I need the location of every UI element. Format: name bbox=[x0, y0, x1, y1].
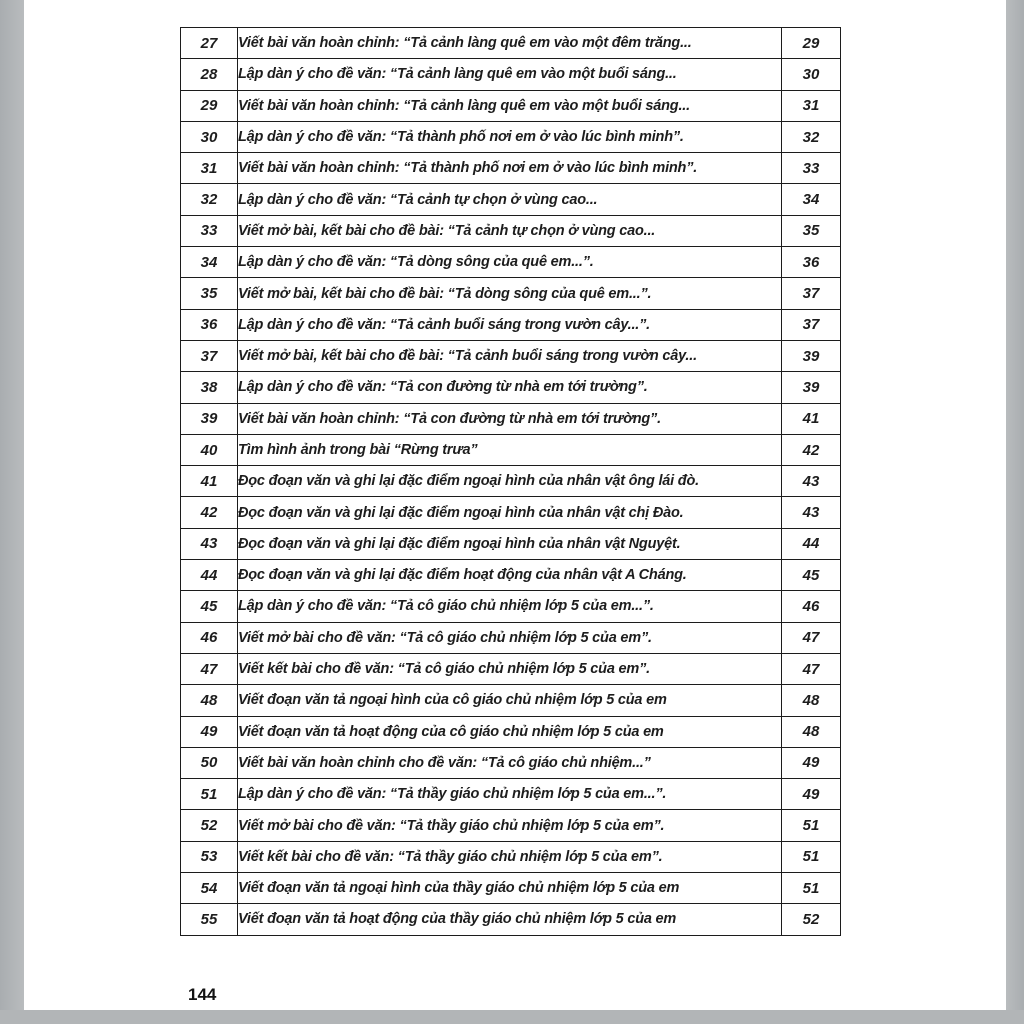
row-number-cell: 37 bbox=[181, 340, 238, 371]
table-row bbox=[181, 372, 841, 403]
row-title-cell: Đọc đoạn văn và ghi lại đặc điểm ngoại hình của nhân vật Nguyệt. bbox=[238, 528, 782, 559]
row-page-cell: 42 bbox=[782, 434, 841, 465]
row-page-cell: 35 bbox=[782, 215, 841, 246]
row-title-cell: Tìm hình ảnh trong bài “Rừng trưa” bbox=[238, 434, 782, 465]
row-page-cell: 48 bbox=[782, 716, 841, 747]
row-number-cell: 30 bbox=[181, 121, 238, 152]
row-page-cell: 39 bbox=[782, 372, 841, 403]
row-number-cell: 35 bbox=[181, 278, 238, 309]
row-title-cell: Viết đoạn văn tả ngoại hình của thầy giáo chủ nhiệm lớp 5 của em bbox=[238, 873, 782, 904]
row-page-cell: 51 bbox=[782, 841, 841, 872]
row-number-cell: 39 bbox=[181, 403, 238, 434]
row-title-cell: Viết bài văn hoàn chỉnh: “Tả thành phố nơi em ở vào lúc bình minh”. bbox=[238, 153, 782, 184]
row-number-cell: 34 bbox=[181, 247, 238, 278]
table-row bbox=[181, 779, 841, 810]
row-number-cell: 29 bbox=[181, 90, 238, 121]
row-title-cell: Viết mở bài, kết bài cho đề bài: “Tả cảnh buổi sáng trong vườn cây... bbox=[238, 340, 782, 371]
row-page-cell: 43 bbox=[782, 466, 841, 497]
table-row bbox=[181, 528, 841, 559]
row-title-cell: Viết mở bài cho đề văn: “Tả thầy giáo chủ nhiệm lớp 5 của em”. bbox=[238, 810, 782, 841]
row-page-cell: 48 bbox=[782, 685, 841, 716]
table-row bbox=[181, 278, 841, 309]
table-row bbox=[181, 622, 841, 653]
row-number-cell: 52 bbox=[181, 810, 238, 841]
row-page-cell: 29 bbox=[782, 28, 841, 59]
row-number-cell: 48 bbox=[181, 685, 238, 716]
row-page-cell: 47 bbox=[782, 653, 841, 684]
row-number-cell: 45 bbox=[181, 591, 238, 622]
row-page-cell: 47 bbox=[782, 622, 841, 653]
toc-table-body bbox=[181, 28, 841, 936]
row-page-cell: 36 bbox=[782, 247, 841, 278]
table-row bbox=[181, 810, 841, 841]
row-page-cell: 52 bbox=[782, 904, 841, 935]
row-page-cell: 44 bbox=[782, 528, 841, 559]
table-row bbox=[181, 716, 841, 747]
row-number-cell: 42 bbox=[181, 497, 238, 528]
table-row bbox=[181, 403, 841, 434]
row-title-cell: Lập dàn ý cho đề văn: “Tả cảnh làng quê em vào một buổi sáng... bbox=[238, 59, 782, 90]
table-row bbox=[181, 841, 841, 872]
row-title-cell: Viết mở bài cho đề văn: “Tả cô giáo chủ nhiệm lớp 5 của em”. bbox=[238, 622, 782, 653]
row-page-cell: 45 bbox=[782, 560, 841, 591]
table-row bbox=[181, 685, 841, 716]
table-row bbox=[181, 873, 841, 904]
row-number-cell: 31 bbox=[181, 153, 238, 184]
table-row bbox=[181, 247, 841, 278]
row-page-cell: 39 bbox=[782, 340, 841, 371]
row-title-cell: Viết mở bài, kết bài cho đề bài: “Tả dòng sông của quê em...”. bbox=[238, 278, 782, 309]
table-row bbox=[181, 466, 841, 497]
row-title-cell: Đọc đoạn văn và ghi lại đặc điểm ngoại hình của nhân vật chị Đào. bbox=[238, 497, 782, 528]
row-page-cell: 51 bbox=[782, 810, 841, 841]
row-page-cell: 51 bbox=[782, 873, 841, 904]
table-row bbox=[181, 184, 841, 215]
row-title-cell: Viết kết bài cho đề văn: “Tả thầy giáo chủ nhiệm lớp 5 của em”. bbox=[238, 841, 782, 872]
row-number-cell: 54 bbox=[181, 873, 238, 904]
row-title-cell: Lập dàn ý cho đề văn: “Tả thầy giáo chủ nhiệm lớp 5 của em...”. bbox=[238, 779, 782, 810]
table-row bbox=[181, 59, 841, 90]
row-title-cell: Đọc đoạn văn và ghi lại đặc điểm hoạt động của nhân vật A Cháng. bbox=[238, 560, 782, 591]
row-page-cell: 43 bbox=[782, 497, 841, 528]
row-title-cell: Lập dàn ý cho đề văn: “Tả cảnh buổi sáng trong vườn cây...”. bbox=[238, 309, 782, 340]
row-page-cell: 49 bbox=[782, 747, 841, 778]
row-title-cell: Viết bài văn hoàn chỉnh: “Tả cảnh làng quê em vào một đêm trăng... bbox=[238, 28, 782, 59]
row-number-cell: 46 bbox=[181, 622, 238, 653]
row-number-cell: 50 bbox=[181, 747, 238, 778]
table-row bbox=[181, 28, 841, 59]
row-page-cell: 33 bbox=[782, 153, 841, 184]
table-row bbox=[181, 904, 841, 935]
row-number-cell: 44 bbox=[181, 560, 238, 591]
row-number-cell: 33 bbox=[181, 215, 238, 246]
row-page-cell: 31 bbox=[782, 90, 841, 121]
table-row bbox=[181, 340, 841, 371]
row-number-cell: 47 bbox=[181, 653, 238, 684]
row-title-cell: Viết bài văn hoàn chỉnh: “Tả cảnh làng quê em vào một buổi sáng... bbox=[238, 90, 782, 121]
row-title-cell: Lập dàn ý cho đề văn: “Tả con đường từ nhà em tới trường”. bbox=[238, 372, 782, 403]
row-page-cell: 30 bbox=[782, 59, 841, 90]
row-number-cell: 53 bbox=[181, 841, 238, 872]
toc-table bbox=[180, 27, 841, 936]
row-number-cell: 36 bbox=[181, 309, 238, 340]
row-title-cell: Viết mở bài, kết bài cho đề bài: “Tả cảnh tự chọn ở vùng cao... bbox=[238, 215, 782, 246]
row-number-cell: 43 bbox=[181, 528, 238, 559]
page-number-footer: 144 bbox=[188, 985, 217, 1004]
table-row bbox=[181, 121, 841, 152]
row-title-cell: Viết bài văn hoàn chỉnh: “Tả con đường từ nhà em tới trường”. bbox=[238, 403, 782, 434]
table-row bbox=[181, 215, 841, 246]
row-number-cell: 49 bbox=[181, 716, 238, 747]
row-page-cell: 49 bbox=[782, 779, 841, 810]
table-row bbox=[181, 434, 841, 465]
row-number-cell: 51 bbox=[181, 779, 238, 810]
row-number-cell: 32 bbox=[181, 184, 238, 215]
row-page-cell: 37 bbox=[782, 278, 841, 309]
row-title-cell: Viết đoạn văn tả ngoại hình của cô giáo chủ nhiệm lớp 5 của em bbox=[238, 685, 782, 716]
table-row bbox=[181, 591, 841, 622]
row-title-cell: Viết đoạn văn tả hoạt động của thầy giáo chủ nhiệm lớp 5 của em bbox=[238, 904, 782, 935]
row-title-cell: Viết kết bài cho đề văn: “Tả cô giáo chủ nhiệm lớp 5 của em”. bbox=[238, 653, 782, 684]
table-row bbox=[181, 497, 841, 528]
scan-gutter-left bbox=[0, 0, 24, 1024]
row-number-cell: 38 bbox=[181, 372, 238, 403]
row-page-cell: 41 bbox=[782, 403, 841, 434]
row-page-cell: 34 bbox=[782, 184, 841, 215]
row-number-cell: 28 bbox=[181, 59, 238, 90]
row-number-cell: 40 bbox=[181, 434, 238, 465]
row-title-cell: Lập dàn ý cho đề văn: “Tả thành phố nơi em ở vào lúc bình minh”. bbox=[238, 121, 782, 152]
row-number-cell: 27 bbox=[181, 28, 238, 59]
scan-gutter-bottom bbox=[0, 1010, 1024, 1024]
scan-gutter-right bbox=[1006, 0, 1024, 1024]
row-title-cell: Viết bài văn hoàn chỉnh cho đề văn: “Tả cô giáo chủ nhiệm...” bbox=[238, 747, 782, 778]
row-page-cell: 32 bbox=[782, 121, 841, 152]
table-row bbox=[181, 309, 841, 340]
row-page-cell: 46 bbox=[782, 591, 841, 622]
row-title-cell: Lập dàn ý cho đề văn: “Tả cô giáo chủ nhiệm lớp 5 của em...”. bbox=[238, 591, 782, 622]
table-row bbox=[181, 560, 841, 591]
row-title-cell: Viết đoạn văn tả hoạt động của cô giáo chủ nhiệm lớp 5 của em bbox=[238, 716, 782, 747]
table-row bbox=[181, 747, 841, 778]
table-row bbox=[181, 153, 841, 184]
row-number-cell: 41 bbox=[181, 466, 238, 497]
row-page-cell: 37 bbox=[782, 309, 841, 340]
row-title-cell: Lập dàn ý cho đề văn: “Tả cảnh tự chọn ở vùng cao... bbox=[238, 184, 782, 215]
row-number-cell: 55 bbox=[181, 904, 238, 935]
row-title-cell: Đọc đoạn văn và ghi lại đặc điểm ngoại hình của nhân vật ông lái đò. bbox=[238, 466, 782, 497]
table-row bbox=[181, 90, 841, 121]
table-row bbox=[181, 653, 841, 684]
row-title-cell: Lập dàn ý cho đề văn: “Tả dòng sông của quê em...”. bbox=[238, 247, 782, 278]
